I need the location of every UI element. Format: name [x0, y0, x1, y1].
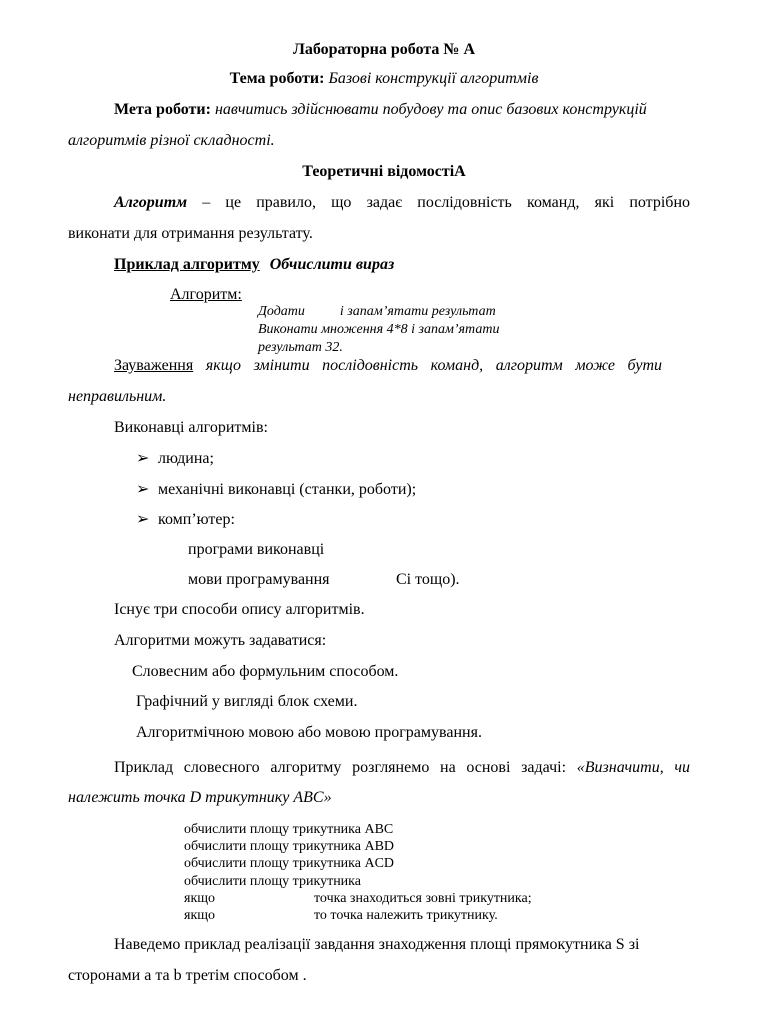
method-1: Словесним або формульним способом.: [132, 663, 399, 680]
note-line-1: [114, 356, 662, 376]
executor-item-text: комп’ютер:: [158, 511, 235, 528]
goal-text-2: алгоритмів різної складності.: [68, 132, 275, 149]
verbal-quote-line-2: належить точка D трикутнику ABC»: [68, 789, 332, 806]
goal-label: Мета роботи:: [114, 101, 211, 118]
example-task: Обчислити вираз: [269, 256, 395, 273]
example-heading: [114, 255, 394, 275]
goal-line-1: [114, 100, 647, 120]
executor-item-2: [136, 480, 416, 500]
arrow-bullet-icon: ➢: [136, 481, 150, 498]
verbal-cond-2-right: то точка належить трикутнику.: [314, 908, 498, 923]
executor-item-text: механічні виконавці (станки, роботи);: [158, 481, 417, 498]
methods-line-1: Існує три способи опису алгоритмів.: [114, 601, 365, 618]
closing-line-1: Наведемо приклад реалізації завдання знаходження площі прямокутника S зі: [114, 936, 640, 953]
note-label: Зауваження: [114, 357, 194, 374]
example-step-2: Виконати множення 4*8 і запам’ятати: [258, 322, 500, 337]
verbal-cond-1-left: якщо: [184, 891, 216, 906]
note-text-1: якщо змінити послідовність команд, алгоритм може бути: [205, 357, 663, 374]
verbal-step-1: обчислити площу трикутника ABC: [184, 822, 394, 837]
verbal-cond-1-right: точка знаходиться зовні трикутника;: [314, 891, 532, 906]
verbal-intro-line-1: [68, 758, 690, 778]
arrow-bullet-icon: ➢: [136, 450, 150, 467]
example-algorithm-label: Алгоритм:: [170, 286, 242, 303]
executor-item-3: [136, 510, 235, 530]
note-text-2: неправильним.: [68, 388, 167, 405]
example-label: Приклад алгоритму: [114, 256, 260, 273]
example-step-3: результат 32.: [258, 340, 343, 355]
executor-sub-1: програми виконавці: [188, 541, 325, 558]
verbal-step-2: обчислити площу трикутника ABD: [184, 839, 395, 854]
algorithm-term: Алгоритм: [114, 194, 188, 211]
verbal-step-3: обчислити площу трикутника ACD: [184, 856, 395, 871]
verbal-step-4: обчислити площу трикутника: [184, 874, 361, 889]
method-2: Графічний у вигляді блок схеми.: [136, 693, 358, 710]
algorithm-definition-line-1: [68, 193, 690, 213]
page-title: Лабораторна робота № А: [292, 41, 476, 58]
example-step-1: Додати і запам’ятати результат: [258, 304, 496, 319]
executor-item-1: [136, 449, 214, 469]
method-3: Алгоритмічною мовою або мовою програмування.: [136, 724, 482, 741]
algorithm-definition-text: – це правило, що задає послідовність команд, які потрібно: [202, 194, 691, 211]
goal-text-1: навчитись здійснювати побудову та опис базових конструкцій: [214, 101, 647, 118]
closing-line-2: сторонами a та b третім способом .: [68, 967, 307, 984]
executor-item-text: людина;: [158, 450, 214, 467]
verbal-quote-start: «Визначити, чи: [576, 759, 691, 776]
algorithm-definition-line-2: виконати для отримання результату.: [68, 225, 313, 242]
theory-heading: Теоретичні відомостіА: [302, 163, 466, 180]
topic-line: [0, 69, 768, 89]
executor-sub-2-right: Сі тощо).: [396, 571, 460, 588]
verbal-cond-2-left: якщо: [184, 908, 216, 923]
topic-value: Базові конструкції алгоритмів: [328, 70, 539, 87]
methods-line-2: Алгоритми можуть задаватися:: [114, 632, 327, 649]
arrow-bullet-icon: ➢: [136, 511, 150, 528]
executors-heading: Виконавці алгоритмів:: [114, 419, 268, 436]
topic-label: Тема роботи:: [229, 70, 325, 87]
verbal-intro: Приклад словесного алгоритму розглянемо на основі задачі:: [114, 759, 567, 776]
executor-sub-2-left: мови програмування: [188, 571, 330, 588]
